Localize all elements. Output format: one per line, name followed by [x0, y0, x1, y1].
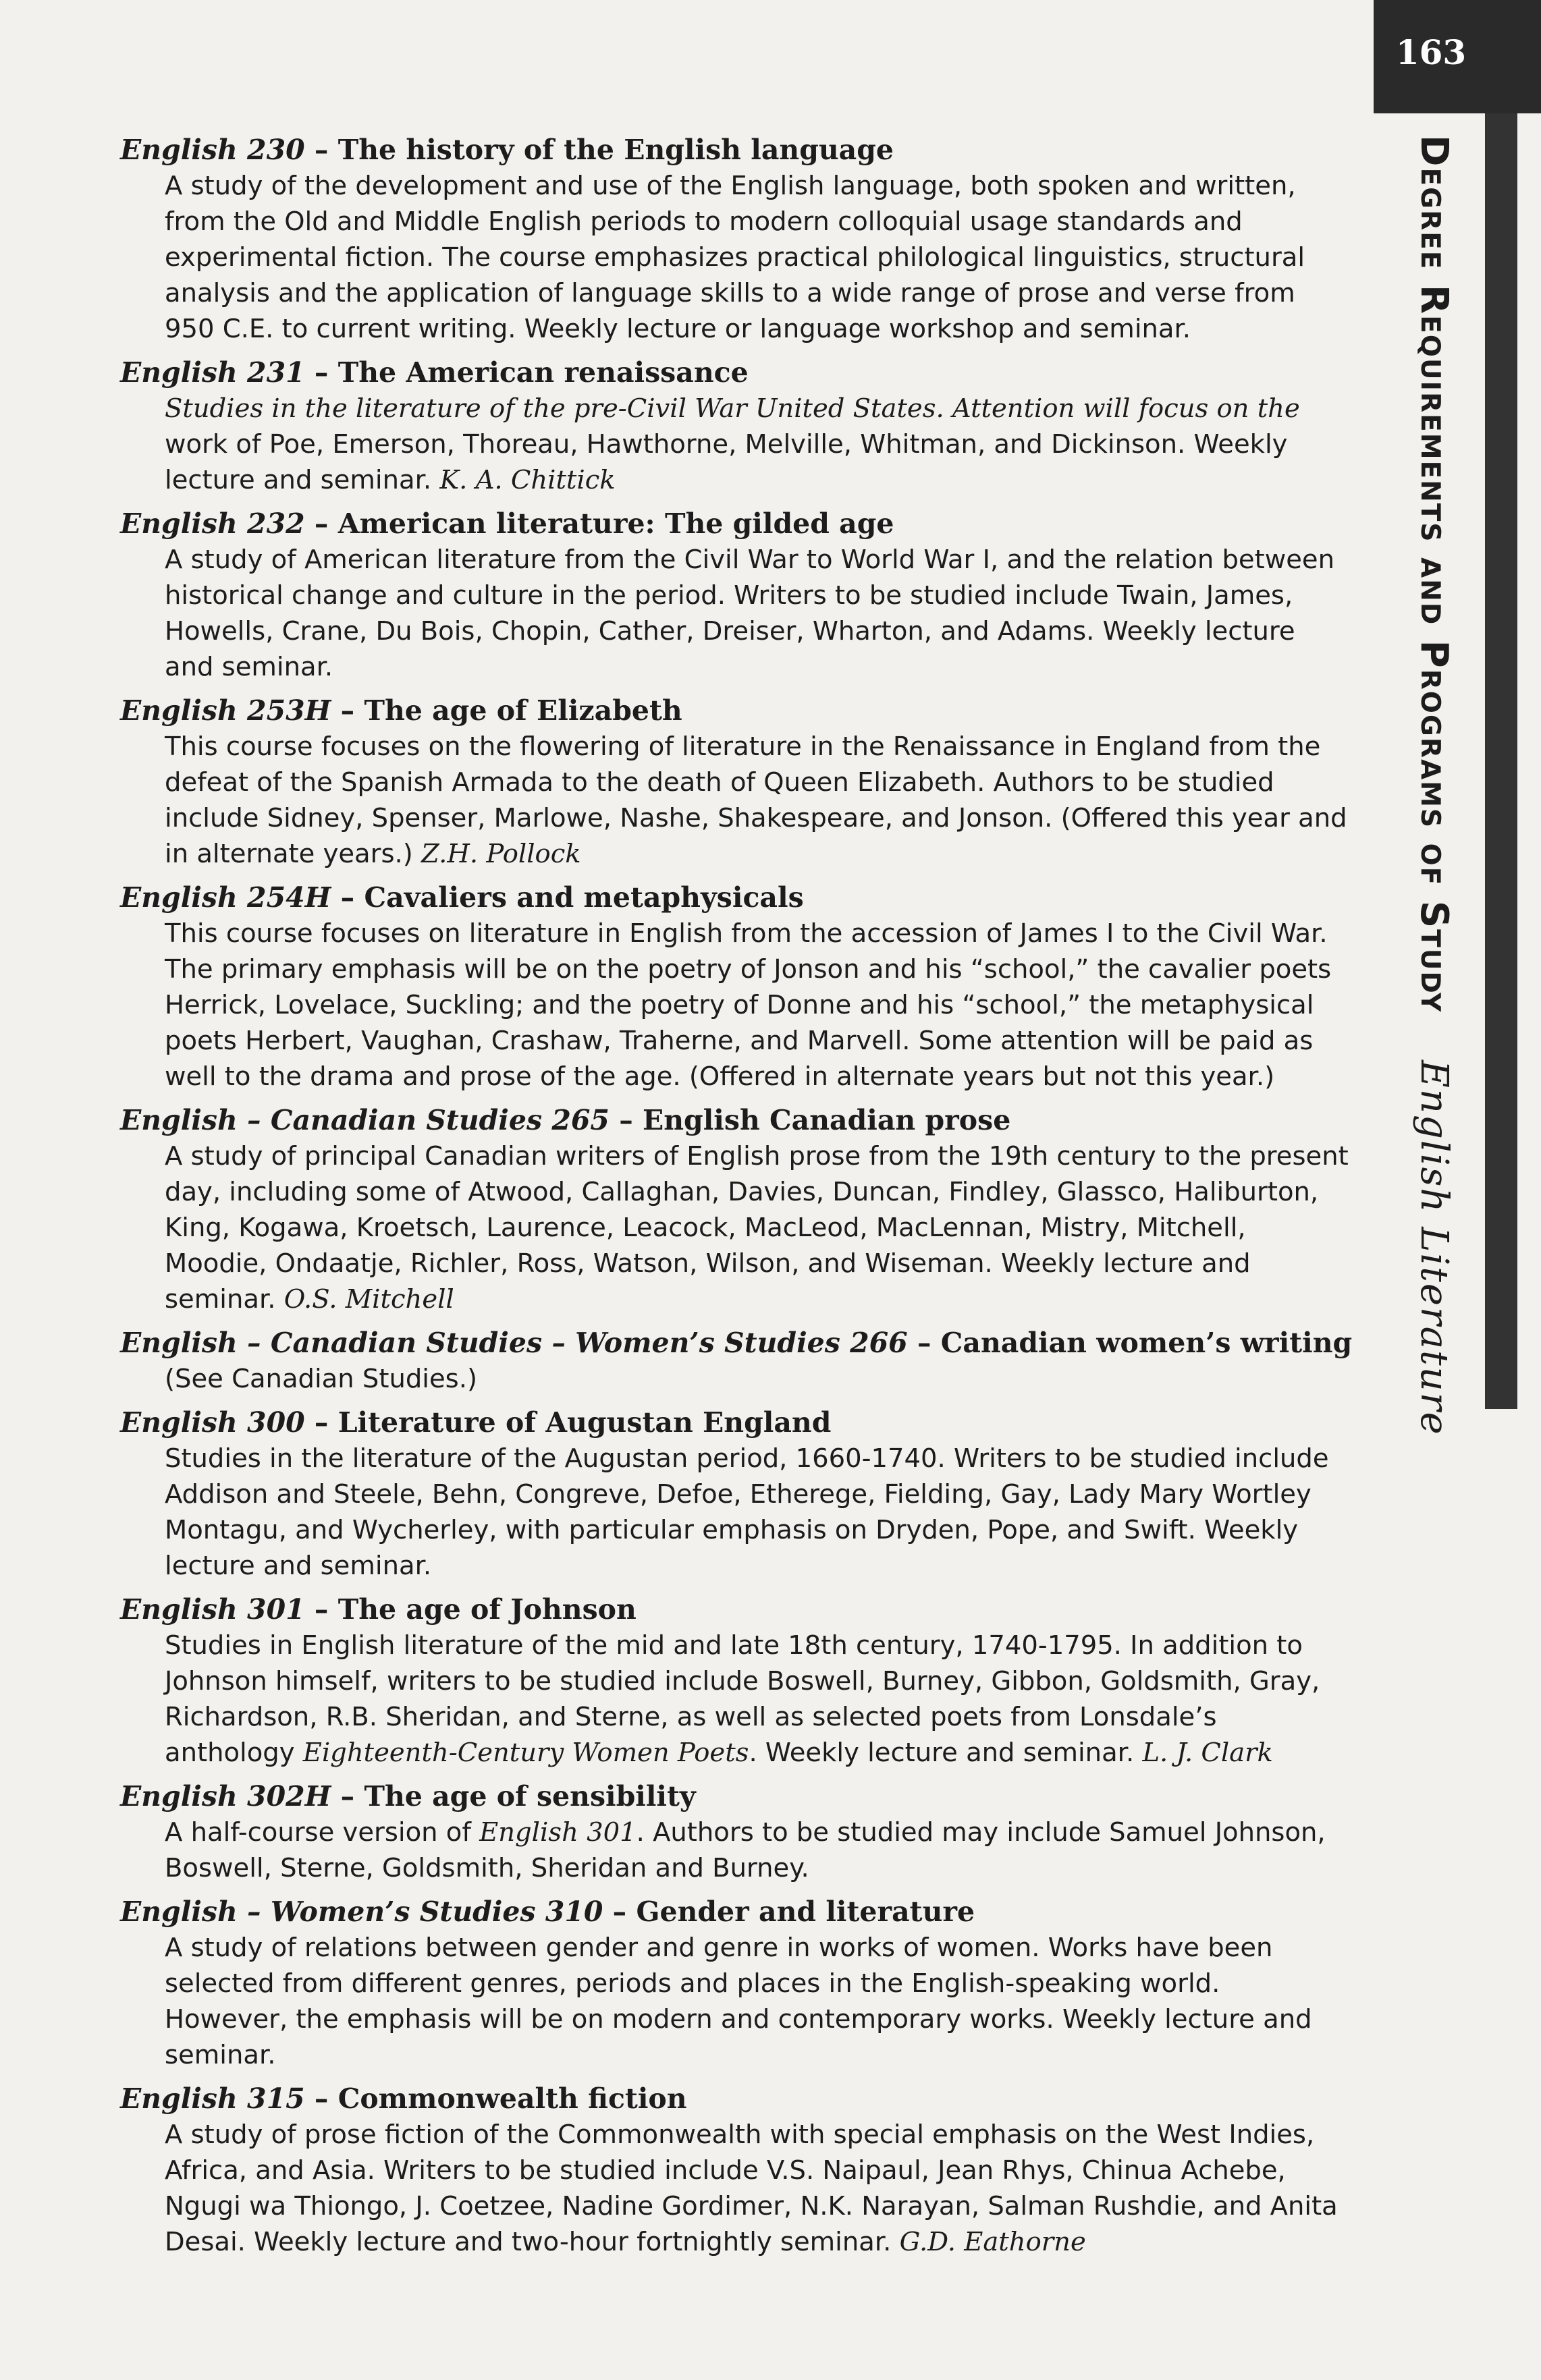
- course-title: Literature of Augustan England: [337, 1406, 832, 1439]
- instructor: L. J. Clark: [1142, 1738, 1273, 1768]
- course-entry: [120, 355, 1349, 498]
- course-list: [120, 132, 1353, 2268]
- section-subheading: English Literature: [1412, 1060, 1456, 1436]
- course-description: Studies in the literature of the Augustan period, 1660-1740. Writers to be studied include Addison and Steele, Behn, Congreve, Defoe, Etherege, Fielding, Gay, Lady Mary Wortley Montagu, and Wycherley, with particular emphasis on Dryden, Pope, and Swift. Weekly lecture and seminar.: [165, 1443, 1329, 1581]
- course-description: A study of relations between gender and genre in works of women. Works have been selected from different genres, periods and places in the English-speaking world. However, the emphasis will be on modern and contemporary works. Weekly lecture and seminar.: [165, 1933, 1312, 2070]
- course-reference: English 301: [479, 1817, 637, 1848]
- course-entry: [120, 2081, 1349, 2260]
- course-heading: English – Women’s Studies 310 – Gender and literature: [120, 1895, 975, 1928]
- section-heading: Degree Requirements and Programs of Study: [1412, 135, 1456, 1014]
- course-entry: [120, 1103, 1349, 1317]
- course-description: A study of prose fiction of the Commonwealth with special emphasis on the West Indies, Africa, and Asia. Writers to be studied include V.S. Naipaul, Jean Rhys, Chinua Achebe, Ngugi wa Thiongo, J. Coetzee, Nadine Gordimer, N.K. Narayan, Salman Rushdie, and Anita Desai. Weekly lecture and two-hour fortnightly seminar. G.D. Eathorne: [165, 2120, 1338, 2257]
- course-heading: English 254H – Cavaliers and metaphysicals: [120, 881, 804, 914]
- course-title: The American renaissance: [337, 356, 749, 389]
- course-description: Studies in English literature of the mid and late 18th century, 1740-1795. In addition to Johnson himself, writers to be studied include Boswell, Burney, Gibbon, Goldsmith, Gray, Richardson, R.B. Sheridan, and Sterne, as well as selected poets from Lonsdale’s anthology Eighteenth-Century Women Poets. Weekly lecture and seminar. L. J. Clark: [165, 1630, 1320, 1768]
- course-code: English 254H: [120, 881, 331, 914]
- course-title: The age of Elizabeth: [364, 694, 682, 727]
- course-entry: [120, 1779, 1349, 1886]
- course-code: English 302H: [120, 1780, 331, 1812]
- side-bar: [1485, 113, 1517, 1409]
- course-title: Cavaliers and metaphysicals: [364, 881, 804, 914]
- course-title: Commonwealth fiction: [337, 2082, 687, 2115]
- course-entry: [120, 1592, 1349, 1771]
- course-title: American literature: The gilded age: [337, 507, 894, 540]
- course-entry: [120, 1325, 1353, 1397]
- course-title: Canadian women’s writing: [940, 1327, 1353, 1359]
- course-heading: English 231 – The American renaissance: [120, 356, 749, 389]
- course-code: English 253H: [120, 694, 331, 727]
- course-code: English 231: [120, 356, 305, 389]
- course-code: English 232: [120, 507, 305, 540]
- course-code: English 315: [120, 2082, 305, 2115]
- instructor: G.D. Eathorne: [899, 2227, 1086, 2257]
- course-heading: English 315 – Commonwealth fiction: [120, 2082, 687, 2115]
- course-title: English Canadian prose: [642, 1104, 1011, 1136]
- instructor: Z.H. Pollock: [421, 839, 581, 869]
- course-heading: English 300 – Literature of Augustan England: [120, 1406, 832, 1439]
- course-code: English – Canadian Studies – Women’s Studies 266: [120, 1327, 908, 1359]
- course-heading: English 301 – The age of Johnson: [120, 1593, 637, 1626]
- course-heading: English 302H – The age of sensibility: [120, 1780, 696, 1812]
- course-description: A study of principal Canadian writers of English prose from the 19th century to the present day, including some of Atwood, Callaghan, Davies, Duncan, Findley, Glassco, Haliburton, King, Kogawa, Kroetsch, Laurence, Leacock, MacLeod, MacLennan, Mistry, Mitchell, Moodie, Ondaatje, Richler, Ross, Watson, Wilson, and Wiseman. Weekly lecture and seminar. O.S. Mitchell: [165, 1141, 1349, 1314]
- instructor: O.S. Mitchell: [283, 1284, 454, 1314]
- course-title: The age of sensibility: [364, 1780, 696, 1812]
- course-description: A study of the development and use of the English language, both spoken and written, from the Old and Middle English periods to modern colloquial usage standards and experimental fiction. The course emphasizes practical philological linguistics, structural analysis and the application of language skills to a wide range of prose and verse from 950 C.E. to current writing. Weekly lecture or language workshop and seminar.: [165, 171, 1305, 344]
- course-entry: [120, 132, 1349, 347]
- course-entry: [120, 1894, 1349, 2073]
- course-entry: [120, 693, 1349, 872]
- course-heading: English 253H – The age of Elizabeth: [120, 694, 682, 727]
- course-heading: English 230 – The history of the English language: [120, 134, 894, 166]
- course-description: A study of American literature from the Civil War to World War I, and the relation between historical change and culture in the period. Writers to be studied include Twain, James, Howells, Crane, Du Bois, Chopin, Cather, Dreiser, Wharton, and Adams. Weekly lecture and seminar.: [165, 545, 1334, 682]
- course-heading: English 232 – American literature: The gilded age: [120, 507, 894, 540]
- course-code: English 300: [120, 1406, 305, 1439]
- course-description: Studies in the literature of the pre-Civil War United States. Attention will focus on the work of Poe, Emerson, Thoreau, Hawthorne, Melville, Whitman, and Dickinson. Weekly lecture and seminar. K. A. Chittick: [165, 393, 1300, 495]
- course-description: This course focuses on the flowering of literature in the Renaissance in England from the defeat of the Spanish Armada to the death of Queen Elizabeth. Authors to be studied include Sidney, Spenser, Marlowe, Nashe, Shakespeare, and Jonson. (Offered this year and in alternate years.) Z.H. Pollock: [165, 731, 1347, 869]
- course-description: A half-course version of English 301. Authors to be studied may include Samuel Johnson, Boswell, Sterne, Goldsmith, Sheridan and Burney.: [165, 1817, 1326, 1883]
- course-code: English – Women’s Studies 310: [120, 1895, 603, 1928]
- course-title: Gender and literature: [636, 1895, 975, 1928]
- course-code: English 230: [120, 134, 305, 166]
- course-description: This course focuses on literature in English from the accession of James I to the Civil War. The primary emphasis will be on the poetry of Jonson and his “school,” the cavalier poets Herrick, Lovelace, Suckling; and the poetry of Donne and his “school,” the metaphysical poets Herbert, Vaughan, Crashaw, Traherne, and Marvell. Some attention will be paid as well to the drama and prose of the age. (Offered in alternate years but not this year.): [165, 918, 1332, 1092]
- section-label: [1412, 135, 1456, 1436]
- course-entry: [120, 506, 1349, 685]
- course-code: English – Canadian Studies 265: [120, 1104, 610, 1136]
- course-heading: English – Canadian Studies – Women’s Studies 266 – Canadian women’s writing: [120, 1327, 1353, 1359]
- course-title: The history of the English language: [337, 134, 894, 166]
- course-title: The age of Johnson: [337, 1593, 637, 1626]
- course-entry: [120, 880, 1349, 1095]
- page-number: 163: [1395, 32, 1467, 72]
- course-entry: [120, 1405, 1349, 1584]
- book-title: Eighteenth-Century Women Poets: [302, 1738, 749, 1768]
- course-heading: English – Canadian Studies 265 – English Canadian prose: [120, 1104, 1011, 1136]
- instructor: K. A. Chittick: [439, 465, 616, 495]
- course-code: English 301: [120, 1593, 305, 1626]
- course-description: (See Canadian Studies.): [165, 1364, 477, 1394]
